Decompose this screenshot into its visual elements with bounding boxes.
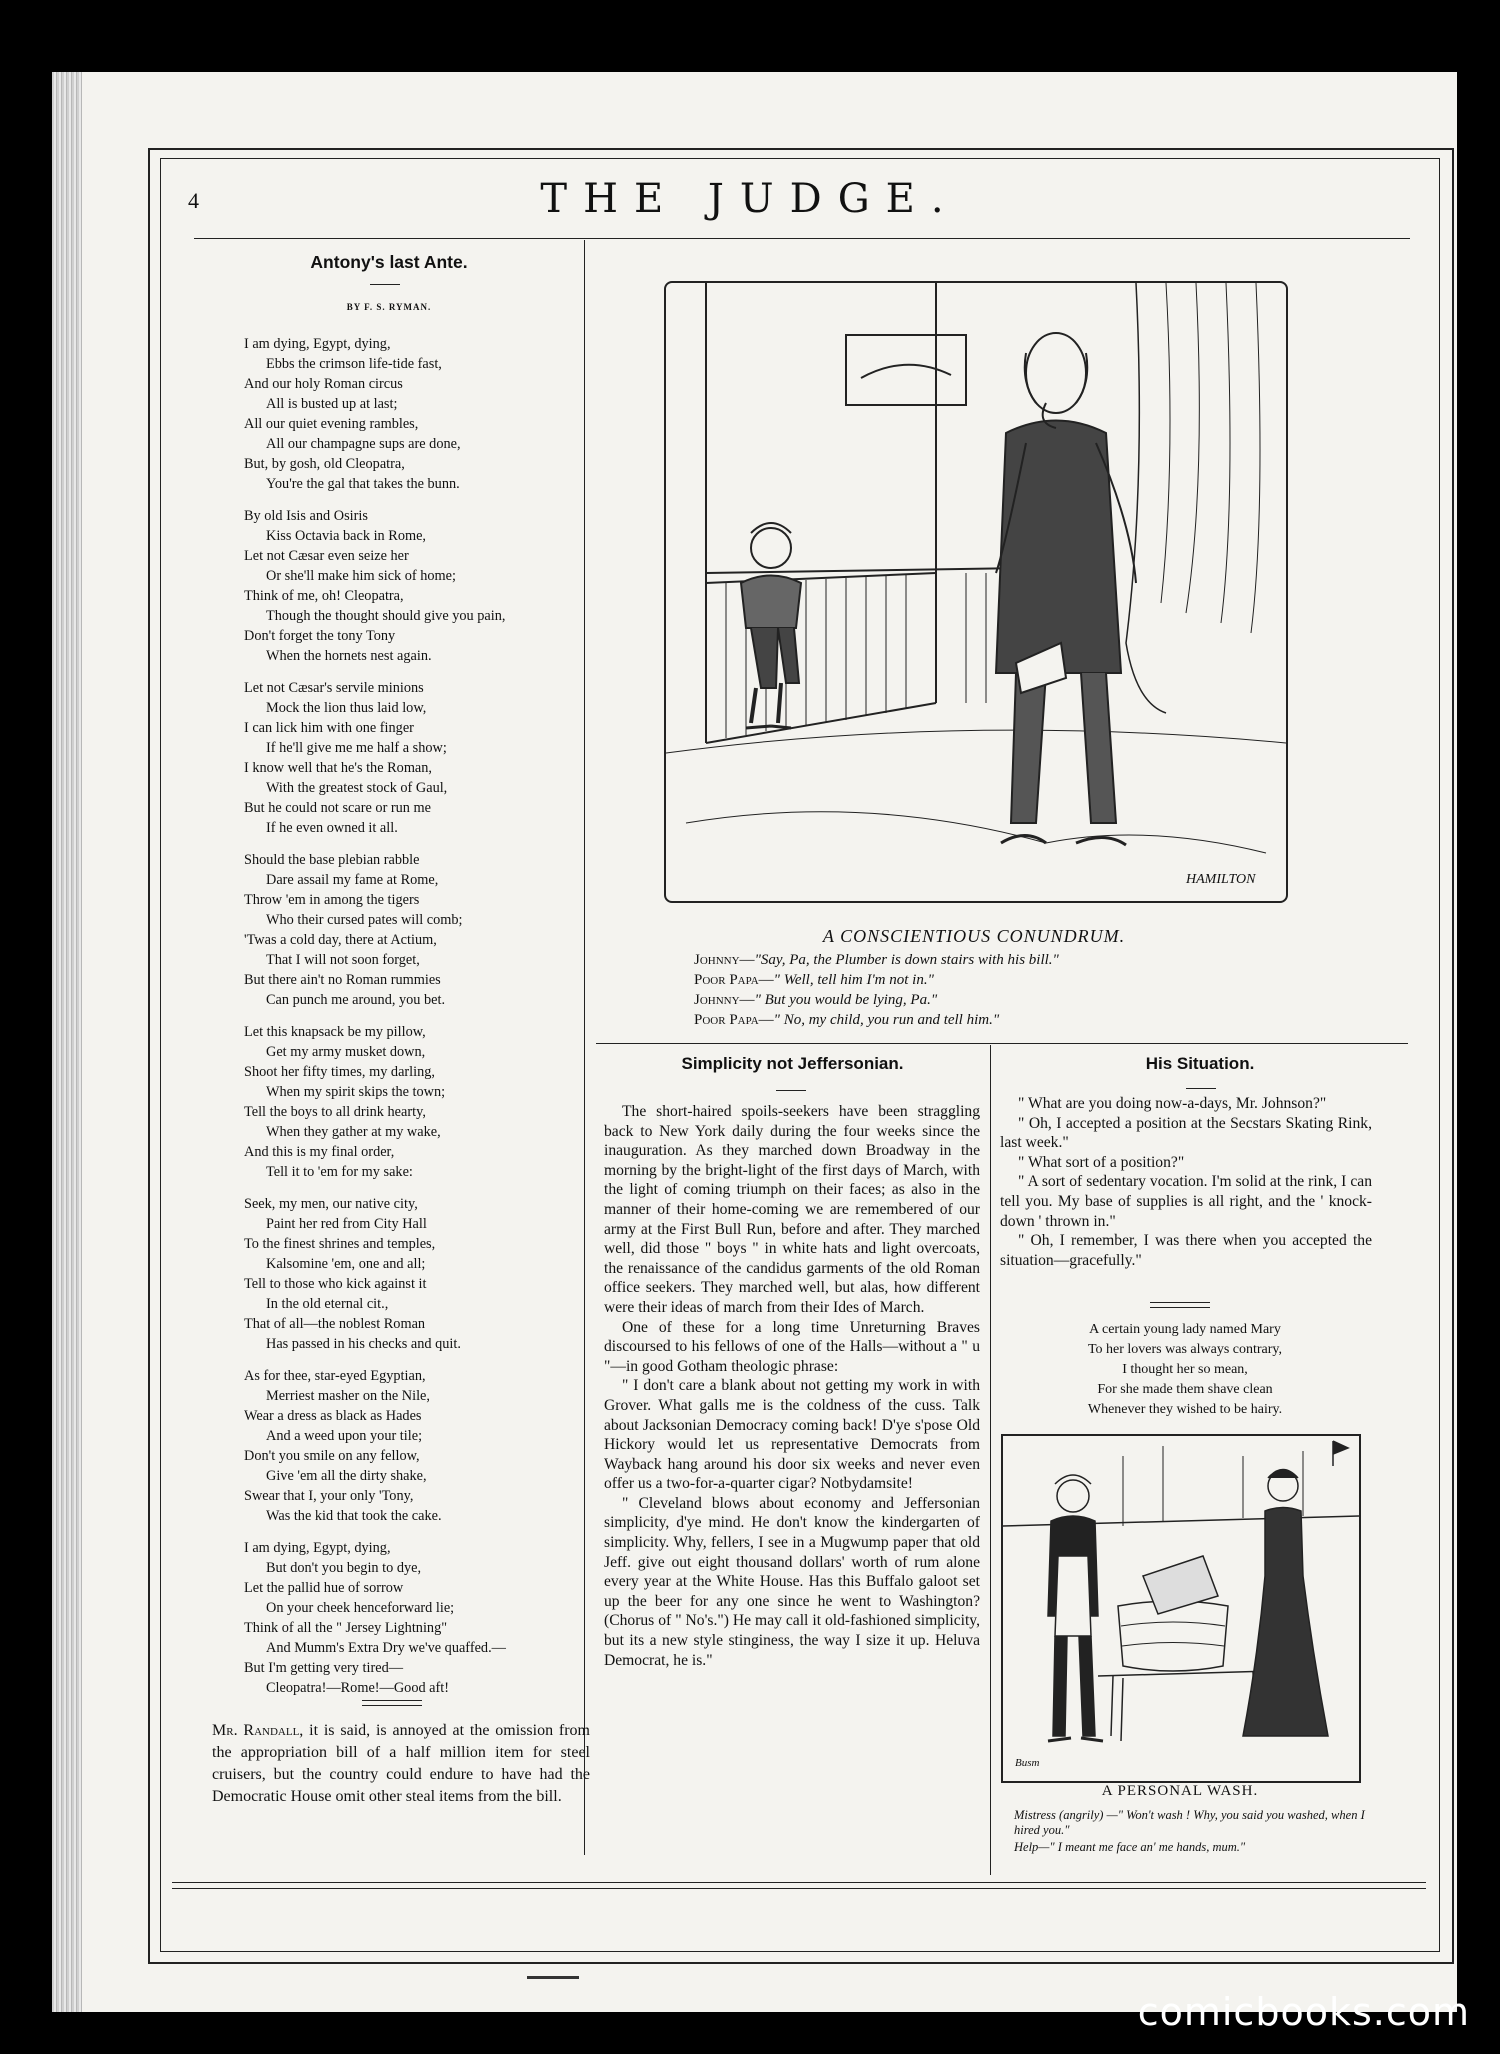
- poem-line: As for thee, star-eyed Egyptian,: [244, 1368, 426, 1384]
- poem-line: Let not Cæsar even seize her: [244, 548, 409, 564]
- poem-line: Get my army musket down,: [266, 1044, 426, 1060]
- poem-line: Swear that I, your only 'Tony,: [244, 1488, 414, 1504]
- poem-line: Tell it to 'em for my sake:: [266, 1164, 413, 1180]
- title-rule: [370, 284, 400, 285]
- poem-line: When the hornets nest again.: [266, 648, 432, 664]
- poem-line: Ebbs the crimson life-tide fast,: [266, 356, 442, 372]
- poem-line: Has passed in his checks and quit.: [266, 1336, 461, 1352]
- poem-line: 'Twas a cold day, there at Actium,: [244, 932, 437, 948]
- poem-line: But, by gosh, old Cleopatra,: [244, 456, 405, 472]
- poem-line: But there ain't no Roman rummies: [244, 972, 441, 988]
- poem-line: I know well that he's the Roman,: [244, 760, 433, 776]
- poem-stanza: [244, 1022, 584, 1182]
- cartoon-signature: HAMILTON: [1186, 872, 1256, 887]
- poem-line: Wear a dress as black as Hades: [244, 1408, 422, 1424]
- situation-title: His Situation.: [1145, 1054, 1255, 1073]
- randall-paragraph: [212, 1720, 590, 1808]
- simplicity-paragraph: The short-haired spoils-seekers have been straggling back to New York daily during the four weeks since the inauguration. As they marched down Broadway in the morning by the bright-light of the first days of March, with the light of coming triumph on their faces; as also in the manner of their home-coming we are remembered of our army at the First Bull Run, before and after. They marched well, did those " boys " in white hats and light overcoats, the renaissance of the candidus garments of the old Roman office seekers. They marched well, but alas, how different were their ideas of march from their Ides of March.: [604, 1103, 980, 1316]
- caption-speaker: Poor Papa—: [694, 1012, 774, 1028]
- poem-line: Kiss Octavia back in Rome,: [266, 528, 427, 544]
- poem-line: When they gather at my wake,: [266, 1124, 441, 1140]
- poem-line: But I'm getting very tired—: [244, 1660, 404, 1676]
- poem-line: Mock the lion thus laid low,: [266, 700, 427, 716]
- poem-stanza: [244, 850, 584, 1010]
- poem-line: Don't forget the tony Tony: [244, 628, 396, 644]
- mary-poem-line: A certain young lady named Mary: [1089, 1322, 1281, 1337]
- poem-stanza: [244, 678, 584, 838]
- cartoon2-caption-line-1: Mistress (angrily) —" Won't wash ! Why, you said you washed, when I hired you.": [1014, 1808, 1365, 1837]
- poem-line: I am dying, Egypt, dying,: [244, 1540, 391, 1556]
- poem-line: To the finest shrines and temples,: [244, 1236, 436, 1252]
- caption-speech: "Say, Pa, the Plumber is down stairs with his bill.": [754, 952, 1059, 968]
- poem-line: Tell the boys to all drink hearty,: [244, 1104, 426, 1120]
- caption-speaker: Johnny—: [694, 952, 755, 968]
- poem-line: All is busted up at last;: [266, 396, 398, 412]
- poem-line: But don't you begin to dye,: [266, 1560, 422, 1576]
- situation-title-rule: [1186, 1088, 1216, 1089]
- caption-speech: " No, my child, you run and tell him.": [773, 1012, 1000, 1028]
- poem-line: Tell to those who kick against it: [244, 1276, 427, 1292]
- cartoon2-caption-line-2: Help—" I meant me face an' me hands, mum.": [1014, 1840, 1246, 1854]
- poem-line: Give 'em all the dirty shake,: [266, 1468, 427, 1484]
- poem-line: All our champagne sups are done,: [266, 436, 461, 452]
- cartoon-bottom-rule: [596, 1043, 1408, 1044]
- cartoon2-caption-title: A PERSONAL WASH.: [1101, 1783, 1259, 1799]
- poem-line: You're the gal that takes the bunn.: [266, 476, 460, 492]
- poem-line: Or she'll make him sick of home;: [266, 568, 456, 584]
- poem-line: Think of me, oh! Cleopatra,: [244, 588, 404, 604]
- mary-poem: [1000, 1320, 1370, 1420]
- poem-line: Don't you smile on any fellow,: [244, 1448, 420, 1464]
- caption-speech: " But you would be lying, Pa.": [754, 992, 938, 1008]
- poem-line: Shoot her fifty times, my darling,: [244, 1064, 435, 1080]
- poem-line: But he could not scare or run me: [244, 800, 431, 816]
- mary-poem-line: For she made them shave clean: [1097, 1382, 1273, 1397]
- cartoon-illustration-plumber: [664, 281, 1288, 903]
- poem-line: Who their cursed pates will comb;: [266, 912, 463, 928]
- simplicity-paragraph: " I don't care a blank about not getting my work in with Grover. What galls me is the coldness of the cuss. Talk about Jacksonian Democracy coming back! D'ye s'pose Old Hickory would let us representative Democrats from Wayback hang around his door six weeks and never even offer us a two-for-a-quarter cigar? Notbydamsite!: [604, 1377, 980, 1493]
- header-rule: [194, 238, 1410, 239]
- mary-poem-line: To her lovers was always contrary,: [1087, 1342, 1283, 1357]
- cartoon-drawing: [666, 283, 1286, 901]
- situation-paragraph: " What are you doing now-a-days, Mr. Johnson?": [1018, 1095, 1327, 1112]
- caption-line-3: [694, 992, 937, 1009]
- poem-line: If he even owned it all.: [266, 820, 398, 836]
- poem-body: [244, 334, 584, 1710]
- footer-rule-2: [172, 1888, 1426, 1889]
- poem-line: And this is my final order,: [244, 1144, 395, 1160]
- poem-byline: BY F. S. RYMAN.: [346, 302, 432, 312]
- poem-line: Seek, my men, our native city,: [244, 1196, 418, 1212]
- poem-line: Can punch me around, you bet.: [266, 992, 446, 1008]
- poem-stanza: [244, 1366, 584, 1526]
- simplicity-body: [604, 1102, 980, 1670]
- poem-line: In the old eternal cit.,: [266, 1296, 389, 1312]
- cartoon2-signature: Busm: [1015, 1757, 1040, 1769]
- poem-line: All our quiet evening rambles,: [244, 416, 419, 432]
- poem-line: Was the kid that took the cake.: [266, 1508, 442, 1524]
- poem-line: Let not Cæsar's servile minions: [244, 680, 424, 696]
- cartoon2-drawing: [1003, 1436, 1359, 1781]
- simplicity-title-rule: [776, 1090, 806, 1091]
- poem-line: Throw 'em in among the tigers: [244, 892, 420, 908]
- poem-line: And Mumm's Extra Dry we've quaffed.—: [266, 1640, 506, 1656]
- page-number: 4: [188, 188, 199, 213]
- poem-line: By old Isis and Osiris: [244, 508, 368, 524]
- situation-double-rule: [1150, 1302, 1210, 1308]
- poem-line: And a weed upon your tile;: [266, 1428, 423, 1444]
- poem-line: I can lick him with one finger: [244, 720, 414, 736]
- page-edge: [52, 72, 82, 2012]
- poem-line: On your cheek henceforward lie;: [266, 1600, 455, 1616]
- poem-line: Paint her red from City Hall: [266, 1216, 427, 1232]
- poem-line: When my spirit skips the town;: [266, 1084, 446, 1100]
- section-double-rule: [362, 1700, 422, 1706]
- caption-line-2: [694, 972, 934, 989]
- column-divider-left: [584, 240, 585, 1855]
- simplicity-paragraph: One of these for a long time Unreturning Braves discoursed to his fellows of one of the Halls—without a " u "—in good Gotham theologic phrase:: [604, 1318, 980, 1375]
- caption-speaker: Poor Papa—: [694, 972, 774, 988]
- mary-poem-line: Whenever they wished to be hairy.: [1087, 1402, 1283, 1417]
- poem-line: That of all—the noblest Roman: [244, 1316, 426, 1332]
- randall-text: it is said, is annoyed at the omission from the appropriation bill of a half million item for steel cruisers, but the country could endure to have had the Democratic House omit other steal items from the bill.: [212, 1722, 591, 1805]
- poem-line: That I will not soon forget,: [266, 952, 420, 968]
- situation-paragraph: " What sort of a position?": [1018, 1153, 1185, 1171]
- poem-stanza: [244, 506, 584, 666]
- poem-stanza: [244, 334, 584, 494]
- column-divider-right: [990, 1045, 991, 1875]
- caption-line-1: [694, 952, 1059, 969]
- situation-paragraph: " A sort of sedentary vocation. I'm solid at the rink, I can tell you. My base of supplies is all right, and the ' knock-down ' thrown in.": [1000, 1173, 1372, 1230]
- randall-lead: Mr. Randall,: [212, 1722, 304, 1739]
- cartoon-illustration-wash: [1001, 1434, 1361, 1783]
- simplicity-paragraph: " Cleveland blows about economy and Jeffersonian simplicity, d'ye mind. He don't know the kindergarten of simplicity. Why, fellers, I see in a Mugwump paper that old Jeff. give out eight thousand dollars' worth of rum alone every year at the White House. Has this Buffalo galoot set up the beer for any one since he went to Washington? (Chorus of " No's.") He may call it old-fashioned simplicity, but its a new style stinginess, the way I size it up. Heluva Democrat, he is.": [604, 1494, 980, 1669]
- poem-line: Let the pallid hue of sorrow: [244, 1580, 404, 1596]
- poem-line: And our holy Roman circus: [244, 376, 403, 392]
- cartoon-caption-title: A CONSCIENTIOUS CONUNDRUM.: [822, 926, 1126, 946]
- poem-line: Should the base plebian rabble: [244, 852, 420, 868]
- poem-line: I am dying, Egypt, dying,: [244, 336, 391, 352]
- poem-line: Merriest masher on the Nile,: [266, 1388, 430, 1404]
- masthead: THE JUDGE.: [540, 176, 960, 222]
- caption-speech: " Well, tell him I'm not in.": [773, 972, 934, 988]
- poem-line: Kalsomine 'em, one and all;: [266, 1256, 426, 1272]
- poem-line: Think of all the " Jersey Lightning": [244, 1620, 448, 1636]
- poem-line: If he'll give me me half a show;: [266, 740, 447, 756]
- situation-paragraph: " Oh, I remember, I was there when you accepted the situation—gracefully.": [1000, 1232, 1372, 1269]
- poem-stanza: [244, 1538, 584, 1698]
- poem-line: Though the thought should give you pain,: [266, 608, 506, 624]
- caption-line-4: [694, 1012, 999, 1029]
- poem-line: Dare assail my fame at Rome,: [266, 872, 439, 888]
- situation-paragraph: " Oh, I accepted a position at the Secstars Skating Rink, last week.": [1000, 1114, 1372, 1152]
- simplicity-title: Simplicity not Jeffersonian.: [681, 1054, 904, 1073]
- poem-title: Antony's last Ante.: [310, 252, 468, 272]
- poem-line: Let this knapsack be my pillow,: [244, 1024, 426, 1040]
- poem-line: With the greatest stock of Gaul,: [266, 780, 448, 796]
- situation-body: [1000, 1094, 1372, 1270]
- caption-speaker: Johnny—: [694, 992, 755, 1008]
- poem-stanza: [244, 1194, 584, 1354]
- bottom-dash: [527, 1976, 579, 1979]
- watermark-text: comicbooks.com: [1137, 1990, 1470, 2034]
- footer-rule-1: [172, 1882, 1426, 1883]
- poem-line: Cleopatra!—Rome!—Good aft!: [266, 1680, 450, 1696]
- mary-poem-line: I thought her so mean,: [1122, 1362, 1248, 1377]
